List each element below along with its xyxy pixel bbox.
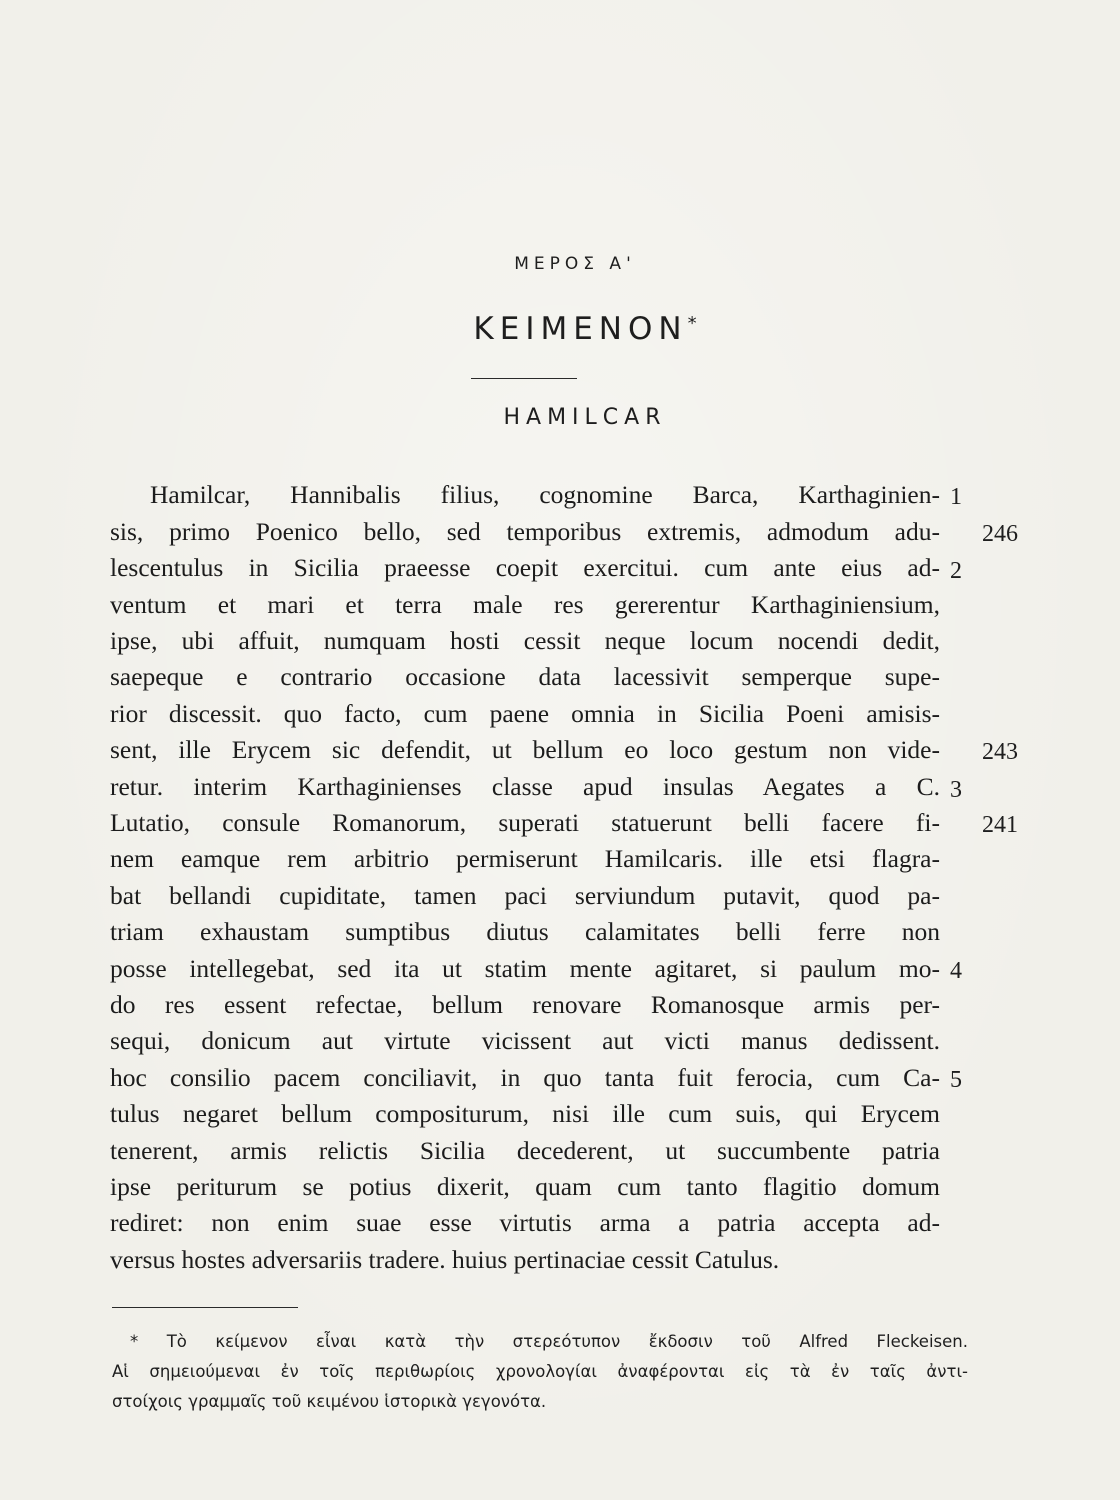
text-line: retur. interim Karthaginienses classe apud insulas Aegates a C. [110,772,940,801]
section-number: 3 [950,777,962,803]
text-line: lescentulus in Sicilia praeesse coepit exercitui. cum ante eius ad- [110,553,940,582]
margin-year: 241 [982,812,1018,838]
text-line: sis, primo Poenico bello, sed temporibus extremis, admodum adu- [110,517,940,546]
text-line: rediret: non enim suae esse virtutis arma a patria accepta ad- [110,1208,940,1237]
footnote-line: Αἱ σημειούμεναι ἐν τοῖς περιθωρίοις χρονολογίαι ἀναφέρονται εἰς τὰ ἐν ταῖς ἀντι- [112,1362,968,1381]
text-line: saepeque e contrario occasione data lacessivit semperque supe- [110,662,940,691]
text-line: posse intellegebat, sed ita ut statim mente agitaret, si paulum mo- [110,954,940,983]
text-line: sent, ille Erycem sic defendit, ut bellum eo loco gestum non vide- [110,735,940,764]
text-line: hoc consilio pacem conciliavit, in quo tanta fuit ferocia, cum Ca- [110,1063,940,1092]
text-line: ventum et mari et terra male res gererentur Karthaginiensium, [110,590,940,619]
text-line: do res essent refectae, bellum renovare Romanosque armis per- [110,990,940,1019]
text-line: Lutatio, consule Romanorum, superati statuerunt belli facere fi- [110,808,940,837]
text-line: tenerent, armis relictis Sicilia decederent, ut succumbente patria [110,1136,940,1165]
text-line: triam exhaustam sumptibus diutus calamitates belli ferre non [110,917,940,946]
text-line: rior discessit. quo facto, cum paene omnia in Sicilia Poeni amisis- [110,699,940,728]
text-line: versus hostes adversariis tradere. huius pertinaciae cessit Catulus. [110,1245,780,1274]
footnote-marker: * [687,313,697,334]
footnote-divider [112,1307,298,1308]
footnote-line: στοίχοις γραμμαῖς τοῦ κειμένου ἱστορικὰ γεγονότα. [112,1392,547,1411]
text-line: tulus negaret bellum compositurum, nisi ille cum suis, qui Erycem [110,1099,940,1128]
title-divider [471,378,577,379]
text-line: nem eamque rem arbitrio permiserunt Hamilcaris. ille etsi flagra- [110,844,940,873]
page-title [0,311,1120,347]
section-number: 2 [950,558,962,584]
text-line: Hamilcar, Hannibalis filius, cognomine Barca, Karthaginien- [150,480,940,509]
footnote-line: * Τὸ κείμενον εἶναι κατὰ τὴν στερεότυπον ἔκδοσιν τοῦ Alfred Fleckeisen. [130,1332,968,1351]
title-text: ΚΕΙΜΕΝΟΝ [473,311,688,347]
margin-year: 243 [982,739,1018,765]
section-number: 5 [950,1067,962,1093]
chapter-title: HAMILCAR [503,405,667,430]
margin-year: 246 [982,521,1018,547]
section-number: 4 [950,958,962,984]
section-number: 1 [950,484,962,510]
part-heading: ΜΕΡΟΣ Α' [514,254,636,274]
text-line: ipse periturum se potius dixerit, quam cum tanto flagitio domum [110,1172,940,1201]
text-line: sequi, donicum aut virtute vicissent aut victi manus dedissent. [110,1026,940,1055]
text-line: ipse, ubi affuit, numquam hosti cessit neque locum nocendi dedit, [110,626,940,655]
text-line: bat bellandi cupiditate, tamen paci serviundum putavit, quod pa- [110,881,940,910]
